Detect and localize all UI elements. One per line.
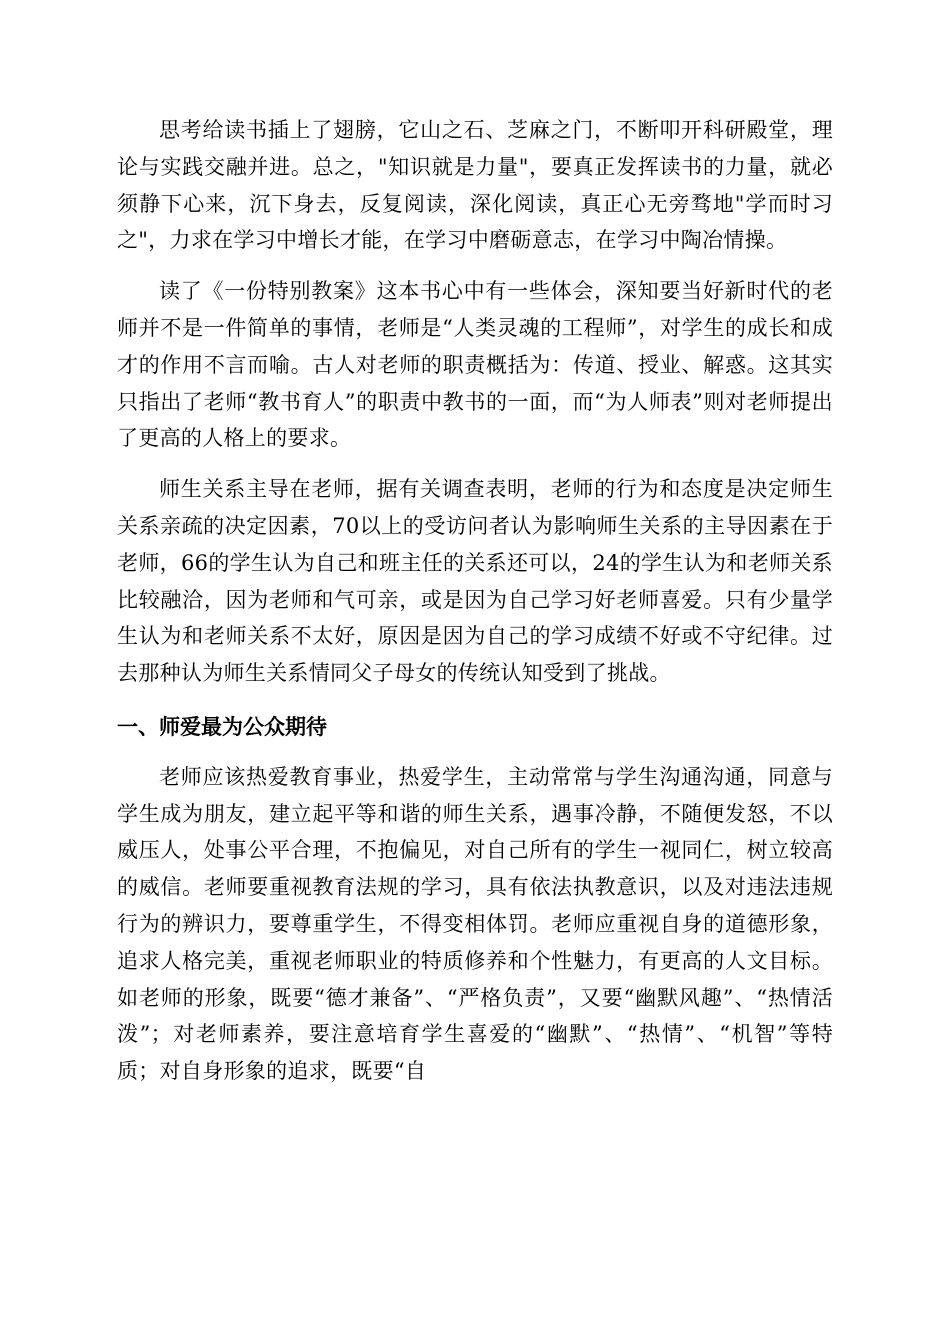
- paragraph-teacher-student-relation: 师生关系主导在老师，据有关调查表明，老师的行为和态度是决定师生关系亲疏的决定因素，70以上的受访问者认为影响师生关系的主导因素在于老师，66的学生认为自己和班主任的关系还可以，24的学生认为和老师关系比较融洽，因为老师和气可亲，或是因为自己学习好老师喜爱。只有少量学生认为和老师关系不太好，原因是因为自己的学习成绩不好或不守纪律。过去那种认为师生关系情同父子母女的传统认知受到了挑战。: [117, 477, 833, 686]
- section-heading: 一、师爱最为公众期待: [117, 714, 327, 739]
- paragraph-reading-thinking: 思考给读书插上了翅膀，它山之石、芝麻之门，不断叩开科研殿堂，理论与实践交融并进。总之，"知识就是力量"，要真正发挥读书的力量，就必须静下心来，沉下身去，反复阅读，深化阅读，真正心无旁骛地"学而时习之"，力求在学习中增长才能，在学习中磨砺意志，在学习中陶冶情操。: [117, 118, 833, 253]
- paragraph-teacher-love: 老师应该热爱教育事业，热爱学生，主动常常与学生沟通沟通，同意与学生成为朋友，建立起平等和谐的师生关系，遇事冷静，不随便发怒，不以威压人，处事公平合理，不抱偏见，对自己所有的学生一视同仁，树立较高的威信。老师要重视教育法规的学习，具有依法执教意识，以及对违法违规行为的辨识力，要尊重学生，不得变相体罚。老师应重视自身的道德形象，追求人格完美，重视老师职业的特质修养和个性魅力，有更高的人文目标。如老师的形象，既要“德才兼备”、“严格负责”，又要“幽默风趣”、“热情活泼”；对老师素养，要注意培育学生喜爱的“幽默”、“热情”、“机智”等特质；对自身形象的追求，既要“自: [117, 764, 833, 1084]
- document-page: [117, 112, 833, 1090]
- paragraph-special-lesson-plan: 读了《一份特别教案》这本书心中有一些体会，深知要当好新时代的老师并不是一件简单的事情，老师是“人类灵魂的工程师”，对学生的成长和成才的作用不言而喻。古人对老师的职责概括为：传道、授业、解惑。这其实只指出了老师“教书育人”的职责中教书的一面，而“为人师表”则对老师提出了更高的人格上的要求。: [117, 279, 833, 451]
